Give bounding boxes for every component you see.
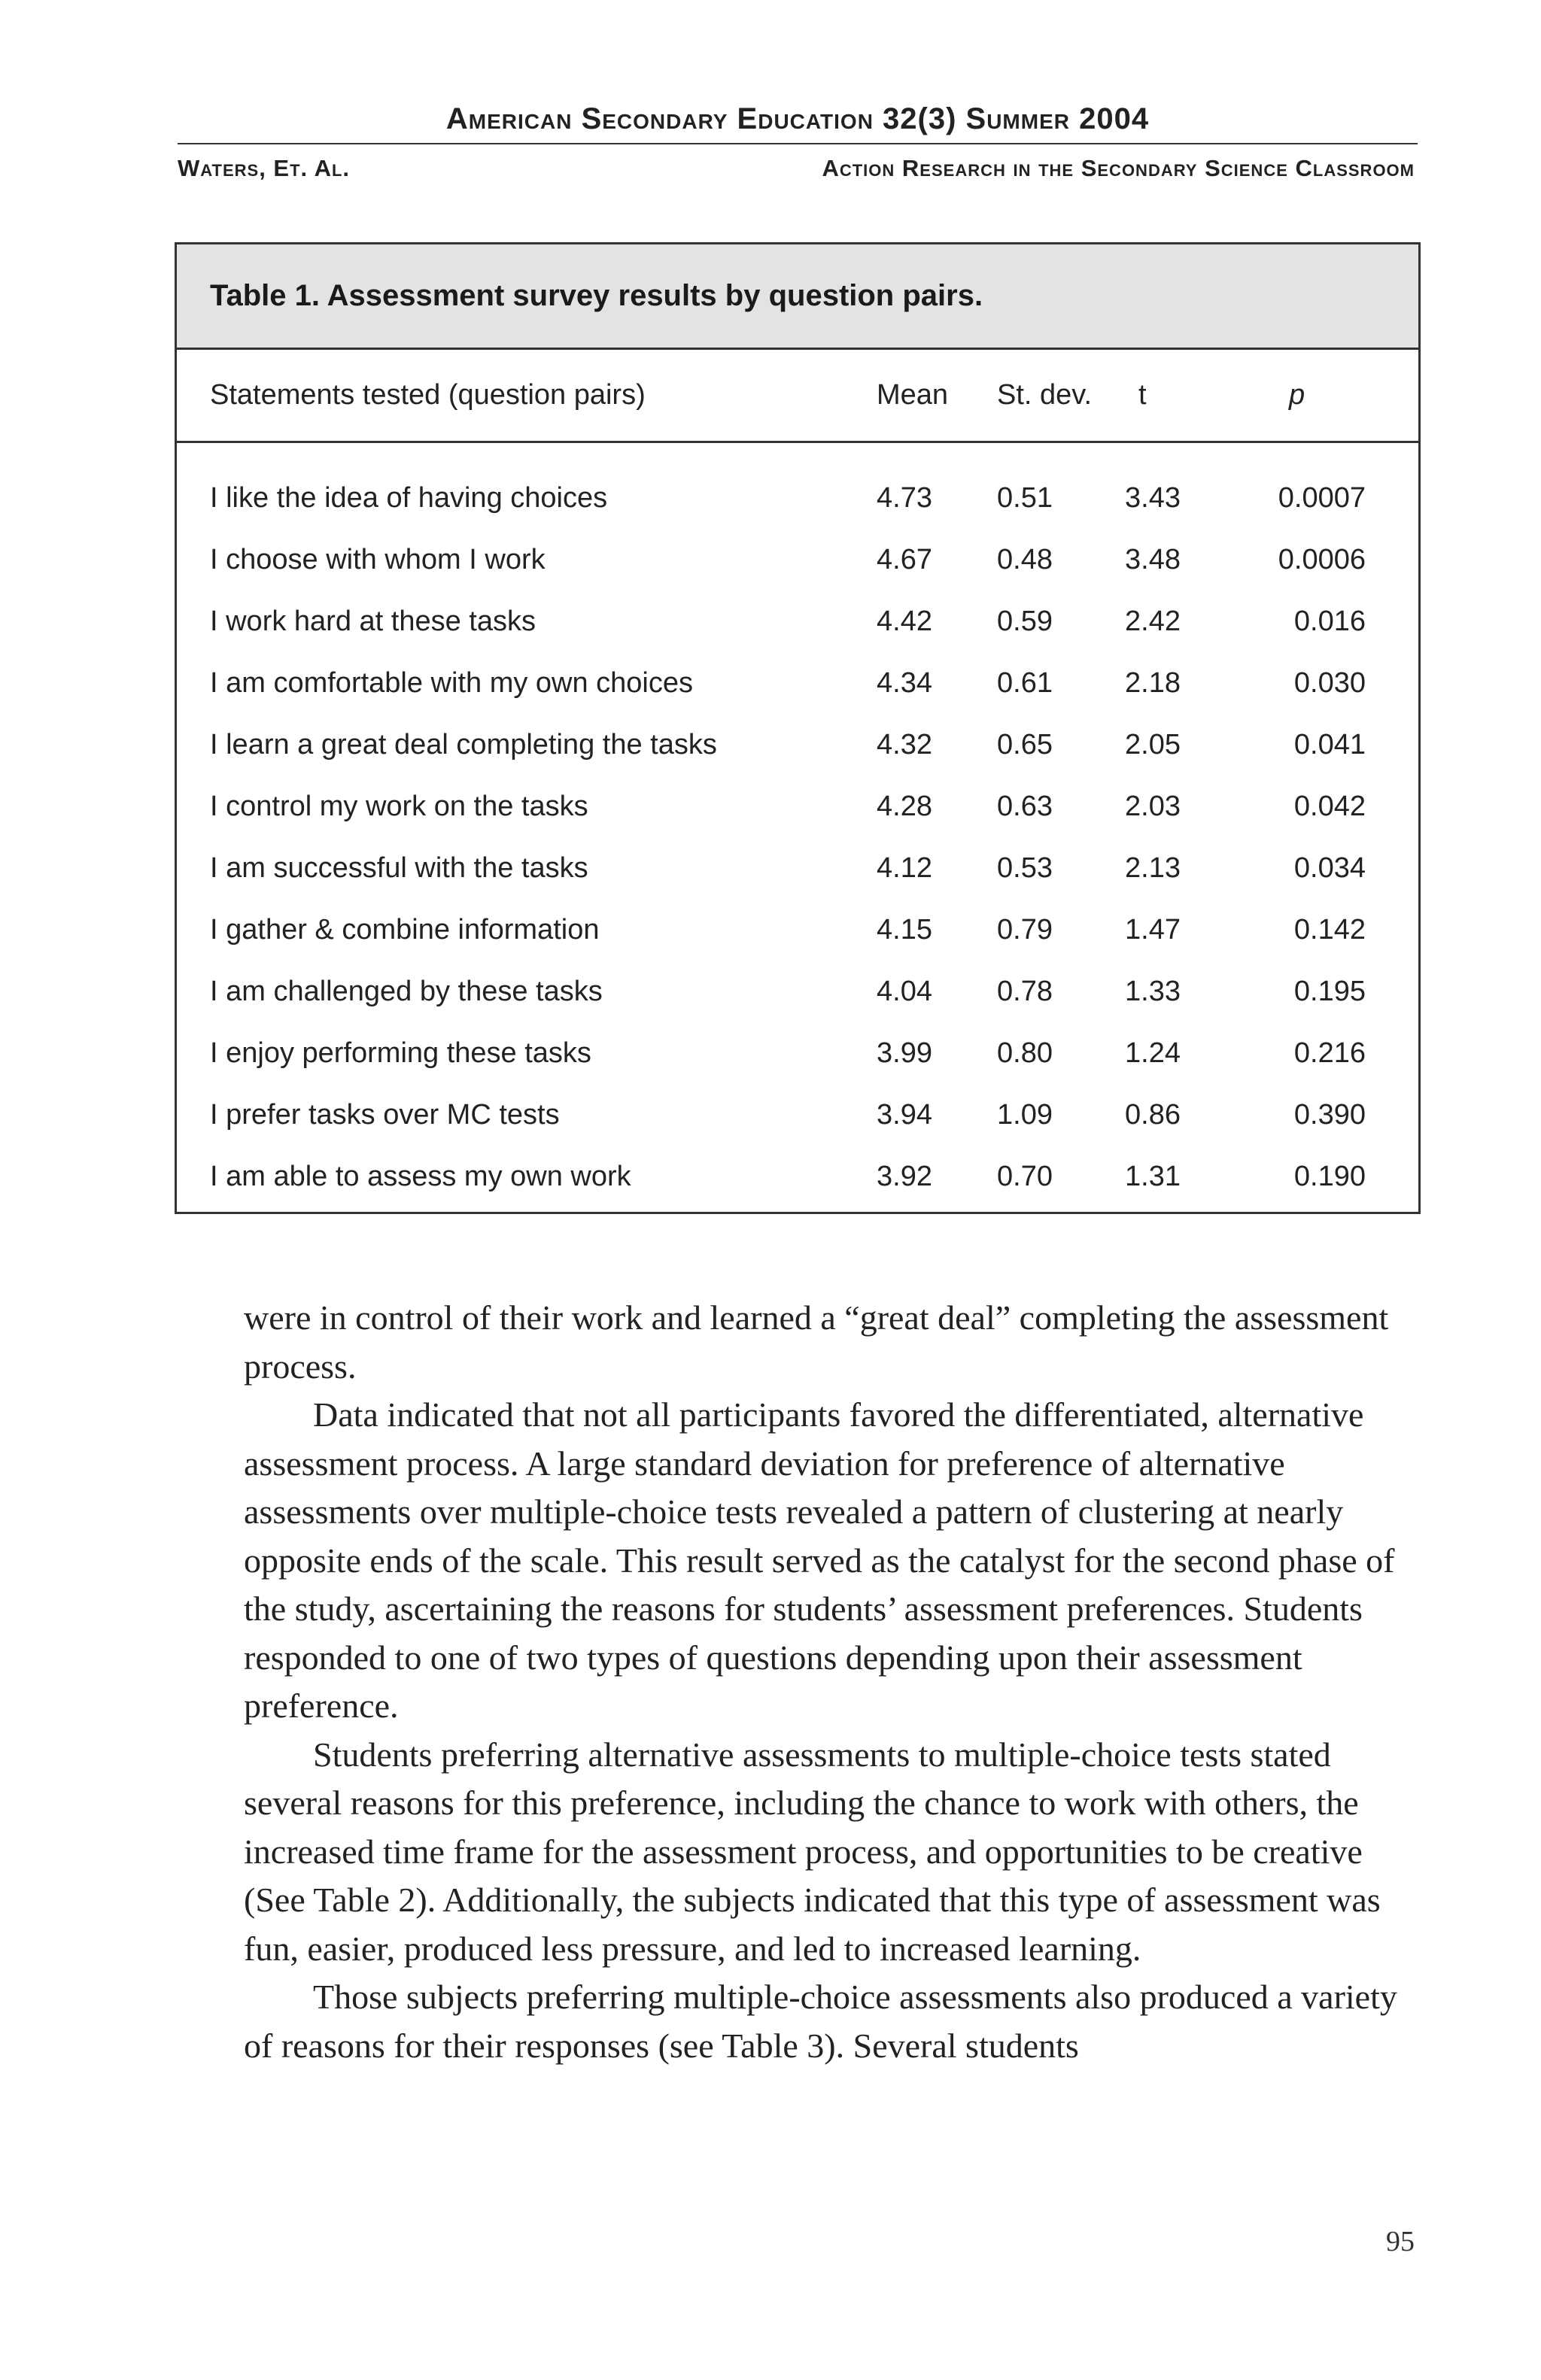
cell-mean: 4.12	[877, 852, 932, 884]
cell-mean: 3.94	[877, 1098, 932, 1131]
cell-t: 1.33	[1125, 975, 1181, 1007]
cell-p: 0.034	[1293, 852, 1366, 884]
column-header-t: t	[1138, 379, 1147, 411]
column-header-p: p	[1289, 379, 1305, 411]
cell-statement: I prefer tasks over MC tests	[210, 1098, 560, 1131]
cell-sd: 0.59	[997, 605, 1053, 637]
cell-p: 0.190	[1293, 1160, 1366, 1192]
cell-p: 0.030	[1293, 666, 1366, 699]
table-row	[177, 529, 1418, 590]
cell-mean: 4.15	[877, 913, 932, 946]
table-row	[177, 776, 1418, 837]
cell-t: 2.18	[1125, 666, 1181, 699]
cell-p: 0.142	[1293, 913, 1366, 946]
table-row	[177, 590, 1418, 652]
paragraph: Data indicated that not all participants favored the differentiated, alternative assessment process. A large standard deviation for preference of alternative assessments over multiple-choice tests revealed a pattern of clustering at nearly opposite ends of the scale. This result served as the catalyst for the second phase of the study, ascertaining the reasons for students’ assessment preferences. Students responded to one of two types of questions depending upon their assessment preference.	[244, 1395, 1395, 1725]
cell-sd: 0.61	[997, 666, 1053, 699]
cell-statement: I am comfortable with my own choices	[210, 666, 694, 699]
column-header-statement: Statements tested (question pairs)	[210, 379, 646, 411]
cell-sd: 0.53	[997, 852, 1053, 884]
cell-statement: I learn a great deal completing the tasks	[210, 728, 717, 760]
cell-mean: 4.32	[877, 728, 932, 760]
cell-sd: 0.78	[997, 975, 1053, 1007]
table-row	[177, 1022, 1418, 1084]
table-body	[177, 443, 1418, 1207]
cell-sd: 0.63	[997, 790, 1053, 822]
cell-sd: 1.09	[997, 1098, 1053, 1131]
cell-t: 0.86	[1125, 1098, 1181, 1131]
running-header-title: Action Research in the Secondary Science Classroom	[822, 155, 1415, 181]
paragraph: Students preferring alternative assessments to multiple-choice tests stated several reasons for this preference, including the chance to work with others, the increased time frame for the assessment process, and opportunities to be creative (See Table 2). Additionally, the subjects indicated that this type of assessment was fun, easier, produced less pressure, and led to increased learning.	[244, 1735, 1381, 1968]
body-text	[244, 1294, 1403, 2070]
results-table	[175, 242, 1421, 1214]
cell-sd: 0.51	[997, 481, 1053, 514]
cell-t: 2.13	[1125, 852, 1181, 884]
cell-t: 2.42	[1125, 605, 1181, 637]
cell-p: 0.016	[1293, 605, 1366, 637]
cell-mean: 4.34	[877, 666, 932, 699]
cell-t: 2.05	[1125, 728, 1181, 760]
cell-sd: 0.70	[997, 1160, 1053, 1192]
cell-t: 3.43	[1125, 481, 1181, 514]
cell-mean: 4.04	[877, 975, 932, 1007]
cell-mean: 3.92	[877, 1160, 932, 1192]
header-rule	[178, 143, 1418, 144]
cell-p: 0.390	[1293, 1098, 1366, 1131]
cell-sd: 0.48	[997, 543, 1053, 575]
cell-mean: 4.67	[877, 543, 932, 575]
cell-t: 1.47	[1125, 913, 1181, 946]
cell-sd: 0.65	[997, 728, 1053, 760]
cell-t: 1.24	[1125, 1037, 1181, 1069]
table-row	[177, 899, 1418, 961]
journal-title: American Secondary Education 32(3) Summer 2004	[445, 102, 1150, 135]
running-header-authors: Waters, Et. Al.	[178, 155, 351, 181]
table-header-row	[177, 350, 1418, 443]
cell-p: 0.195	[1293, 975, 1366, 1007]
table-row	[177, 714, 1418, 776]
cell-statement: I like the idea of having choices	[210, 481, 608, 514]
cell-statement: I am challenged by these tasks	[210, 975, 603, 1007]
cell-p: 0.0006	[1278, 543, 1366, 575]
table-row	[177, 837, 1418, 899]
cell-statement: I am successful with the tasks	[210, 852, 588, 884]
cell-mean: 4.42	[877, 605, 932, 637]
cell-mean: 4.28	[877, 790, 932, 822]
table-row	[177, 652, 1418, 714]
cell-statement: I enjoy performing these tasks	[210, 1037, 591, 1069]
cell-t: 1.31	[1125, 1160, 1181, 1192]
paragraph: were in control of their work and learned a “great deal” completing the assessment process.	[244, 1298, 1389, 1386]
cell-t: 3.48	[1125, 543, 1181, 575]
cell-statement: I work hard at these tasks	[210, 605, 536, 637]
cell-sd: 0.80	[997, 1037, 1053, 1069]
column-header-mean: Mean	[877, 379, 949, 411]
cell-t: 2.03	[1125, 790, 1181, 822]
cell-p: 0.216	[1293, 1037, 1366, 1069]
table-caption: Table 1. Assessment survey results by question pairs.	[177, 244, 1418, 350]
cell-p: 0.0007	[1278, 481, 1366, 514]
cell-p: 0.042	[1293, 790, 1366, 822]
cell-mean: 3.99	[877, 1037, 932, 1069]
cell-statement: I control my work on the tasks	[210, 790, 588, 822]
table-row	[177, 1146, 1418, 1207]
cell-mean: 4.73	[877, 481, 932, 514]
column-header-sd: St. dev.	[997, 379, 1093, 411]
table-row	[177, 467, 1418, 529]
cell-statement: I gather & combine information	[210, 913, 600, 946]
paragraph: Those subjects preferring multiple-choice assessments also produced a variety of reasons for their responses (see Table 3). Several students	[244, 1978, 1397, 2065]
cell-statement: I am able to assess my own work	[210, 1160, 631, 1192]
table-row	[177, 961, 1418, 1022]
cell-p: 0.041	[1293, 728, 1366, 760]
cell-statement: I choose with whom I work	[210, 543, 546, 575]
page-number: 95	[1386, 2226, 1415, 2257]
cell-sd: 0.79	[997, 913, 1053, 946]
table-row	[177, 1084, 1418, 1146]
